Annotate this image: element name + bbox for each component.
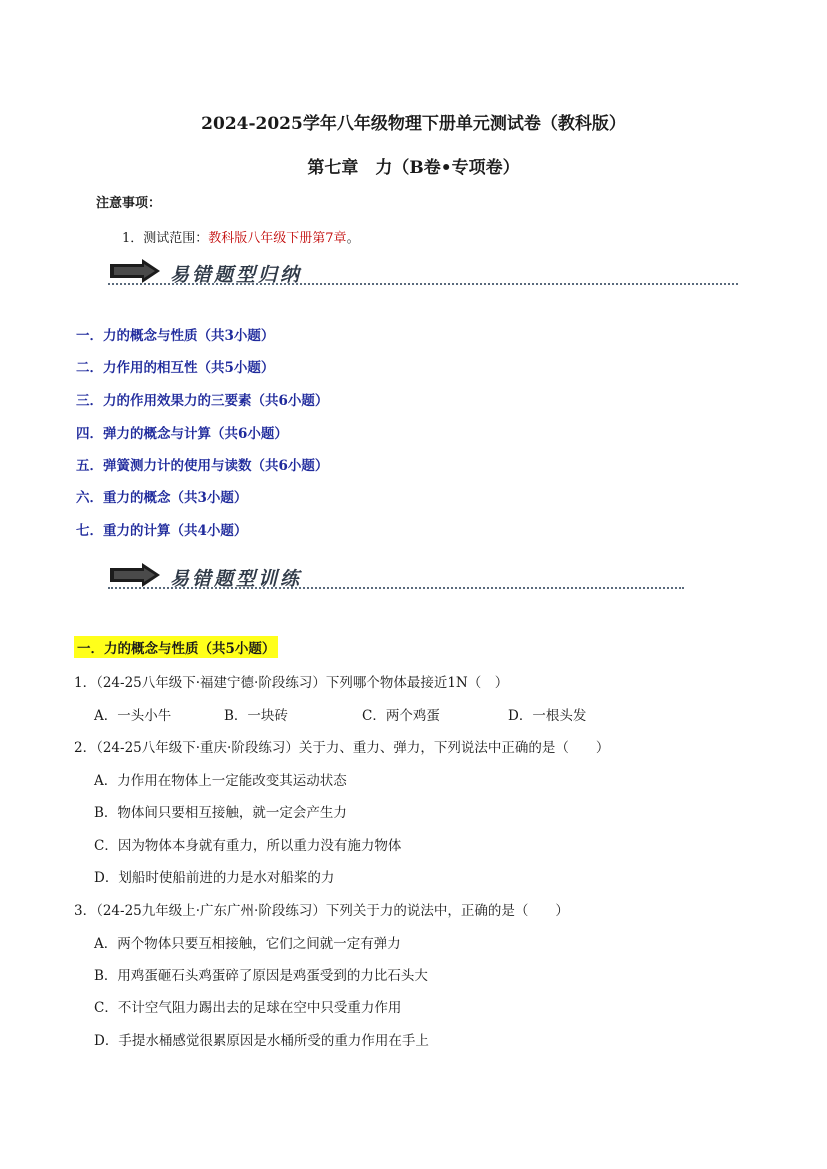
page-title: 2024-2025学年八年级物理下册单元测试卷（教科版）: [201, 114, 626, 134]
section-banner-training-label: 易错题型训练: [170, 568, 303, 590]
toc-item: 二．力作用的相互性（共5小题）: [76, 360, 275, 376]
divider: [108, 283, 738, 285]
arrow-icon: [108, 258, 164, 284]
option: C．因为物体本身就有重力，所以重力没有施力物体: [94, 838, 402, 854]
toc-item: 五．弹簧测力计的使用与读数（共6小题）: [76, 458, 329, 474]
toc-item: 四．弹力的概念与计算（共6小题）: [76, 426, 288, 442]
option: D．划船时使船前进的力是水对船桨的力: [94, 870, 335, 886]
divider: [108, 587, 684, 589]
notice-label: 注意事项：: [96, 196, 162, 211]
option: D．一根头发: [508, 708, 587, 724]
option: B．一块砖: [224, 708, 288, 724]
option: C．两个鸡蛋: [362, 708, 440, 724]
question-stem: 2．（24-25八年级下·重庆·阶段练习）关于力、重力、弹力，下列说法中正确的是（ ）: [74, 740, 610, 756]
toc-item: 一．力的概念与性质（共3小题）: [76, 328, 275, 344]
test-scope: [122, 227, 360, 246]
page-subtitle: 第七章 力（B卷•专项卷）: [307, 158, 520, 178]
question-stem: 3．（24-25九年级上·广东广州·阶段练习）下列关于力的说法中，正确的是（ ）: [74, 903, 569, 919]
option: A．力作用在物体上一定能改变其运动状态: [94, 773, 347, 789]
option: B．物体间只要相互接触，就一定会产生力: [94, 805, 347, 821]
section-heading: 一．力的概念与性质（共5小题）: [74, 636, 278, 658]
arrow-icon: [108, 562, 164, 588]
option: D．手提水桶感觉很累原因是水桶所受的重力作用在手上: [94, 1033, 429, 1049]
option: B．用鸡蛋砸石头鸡蛋碎了原因是鸡蛋受到的力比石头大: [94, 968, 428, 984]
option: A．一头小牛: [94, 708, 172, 724]
test-scope-suffix: 。: [346, 231, 360, 246]
toc-item: 六．重力的概念（共3小题）: [76, 490, 248, 506]
option: C．不计空气阻力踢出去的足球在空中只受重力作用: [94, 1000, 402, 1016]
section-banner-summary: [108, 258, 738, 288]
option: A．两个物体只要互相接触，它们之间就一定有弹力: [94, 936, 401, 952]
section-banner-training: [108, 562, 738, 592]
question-stem: 1．（24-25八年级下·福建宁德·阶段练习）下列哪个物体最接近1N（ ）: [74, 675, 509, 691]
test-scope-highlight: 教科版八年级下册第7章: [208, 231, 347, 246]
toc-item: 七．重力的计算（共4小题）: [76, 523, 248, 539]
toc-item: 三．力的作用效果力的三要素（共6小题）: [76, 393, 329, 409]
section-banner-summary-label: 易错题型归纳: [170, 264, 303, 286]
test-scope-prefix: 1．测试范围：: [122, 231, 209, 246]
